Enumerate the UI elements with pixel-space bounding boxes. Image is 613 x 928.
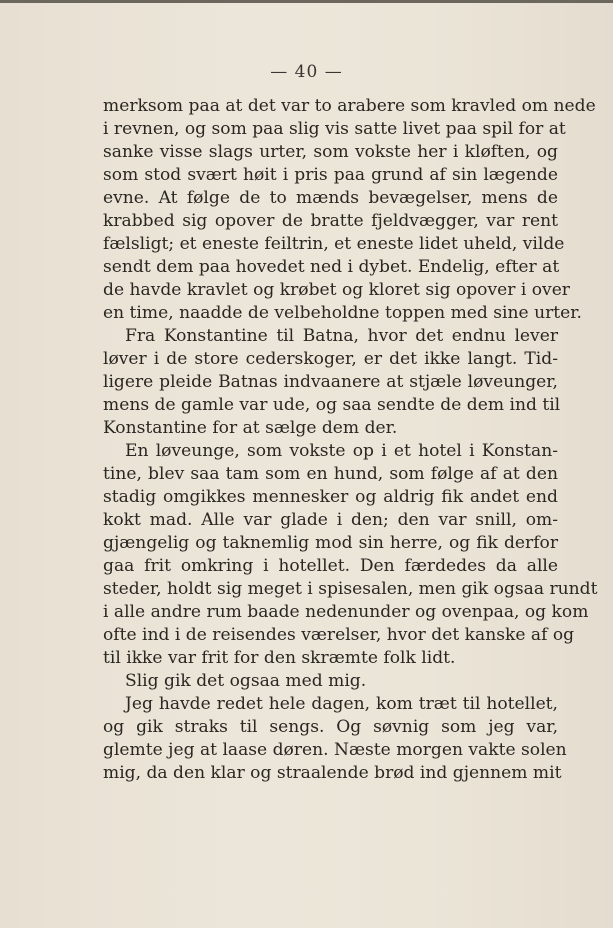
text-line: En løveunge, som vokste op i et hotel i Konstan- xyxy=(125,441,558,461)
text-line: ligere pleide Batnas indvaanere at stjæle løveunger, xyxy=(103,372,558,392)
text-line: gjængelig og taknemlig mod sin herre, og fik derfor xyxy=(103,533,558,553)
text-line: ofte ind i de reisendes værelser, hvor det kanske af og xyxy=(103,625,575,645)
text-line: Konstantine for at sælge dem der. xyxy=(103,418,398,438)
text-line: gaa frit omkring i hotellet. Den færdedes da alle xyxy=(103,556,558,576)
text-line: krabbed sig opover de bratte fjeldvægger, var rent xyxy=(103,211,558,231)
text-line: evne. At følge de to mænds bevægelser, mens de xyxy=(103,188,558,208)
text-line: til ikke var frit for den skræmte folk lidt. xyxy=(103,648,456,668)
text-line: stadig omgikkes mennesker og aldrig fik andet end xyxy=(103,487,558,507)
text-line: mig, da den klar og straalende brød ind gjennem mit xyxy=(103,763,562,783)
page-number: — 40 — xyxy=(270,62,343,82)
text-line: tine, blev saa tam som en hund, som følge af at den xyxy=(103,464,558,484)
text-line: steder, holdt sig meget i spisesalen, men gik ogsaa rundt xyxy=(103,579,598,599)
body-text xyxy=(103,95,598,785)
text-line: sanke visse slags urter, som vokste her i kløften, og xyxy=(103,142,558,162)
text-line: kokt mad. Alle var glade i den; den var snill, om- xyxy=(103,510,558,530)
text-line: Slig gik det ogsaa med mig. xyxy=(125,671,367,691)
text-line: sendt dem paa hovedet ned i dybet. Endelig, efter at xyxy=(103,257,560,277)
text-line: i alle andre rum baade nedenunder og ovenpaa, og kom xyxy=(103,602,589,622)
text-line: mens de gamle var ude, og saa sendte de dem ind til xyxy=(103,395,561,415)
paragraph xyxy=(103,325,561,440)
text-line: løver i de store cederskoger, er det ikke langt. Tid- xyxy=(103,349,558,369)
text-line: glemte jeg at laase døren. Næste morgen vakte solen xyxy=(103,740,567,760)
paragraph xyxy=(103,95,596,325)
text-line: og gik straks til sengs. Og søvnig som jeg var, xyxy=(103,717,558,737)
text-line: de havde kravlet og krøbet og kloret sig opover i over xyxy=(103,280,570,300)
text-line: fælsligt; et eneste feiltrin, et eneste lidet uheld, vilde xyxy=(103,234,565,254)
paragraph xyxy=(103,693,567,785)
paragraph xyxy=(103,440,598,670)
page-top-edge xyxy=(0,0,613,3)
text-line: en time, naadde de velbeholdne toppen med sine urter. xyxy=(103,303,582,323)
paragraph xyxy=(103,670,558,693)
text-line: Jeg havde redet hele dagen, kom træt til hotellet, xyxy=(125,694,558,714)
text-line: Fra Konstantine til Batna, hvor det endnu lever xyxy=(125,326,558,346)
text-line: som stod svært høit i pris paa grund af sin lægende xyxy=(103,165,558,185)
text-line: merksom paa at det var to arabere som kravled om nede xyxy=(103,96,596,116)
text-line: i revnen, og som paa slig vis satte livet paa spil for at xyxy=(103,119,566,139)
